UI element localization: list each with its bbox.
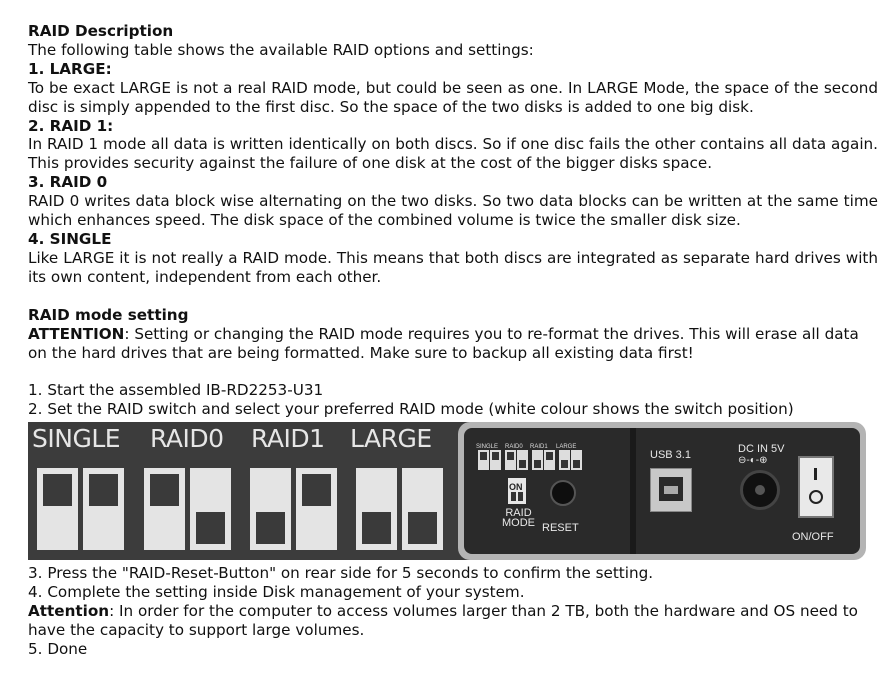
mini-label-raid0: RAID0 — [505, 444, 523, 451]
mode-raid0-title: 3. RAID 0 — [28, 173, 108, 192]
mode-large-title: 1. LARGE: — [28, 59, 112, 78]
raid-mode-switch[interactable] — [508, 478, 526, 504]
reset-button[interactable] — [550, 480, 576, 506]
raid-setting-heading: RAID mode setting — [28, 305, 189, 324]
switch-label-raid1: RAID1 — [251, 424, 325, 454]
dc-label: DC IN 5V — [738, 443, 785, 456]
mini-label-large: LARGE — [556, 444, 577, 451]
mode-raid1-text: In RAID 1 mode all data is written identically on both discs. So if one disc fails the other contains all data again. This provides security against the failure of one disk at the cost of the bigger disks space. — [28, 135, 878, 173]
figure-row — [28, 422, 878, 562]
mode-single-title: 4. SINGLE — [28, 229, 112, 248]
reset-label: RESET — [542, 522, 579, 535]
raid-switch-diagram — [28, 422, 476, 560]
mini-switch — [532, 450, 543, 470]
attention-paragraph — [28, 325, 878, 363]
power-switch[interactable] — [798, 456, 834, 518]
onoff-label: ON/OFF — [792, 531, 834, 544]
usb-port-icon — [650, 468, 692, 512]
raid-mode-label: RAID MODE — [502, 507, 535, 530]
dip-switch-raid0-2 — [190, 468, 231, 550]
mini-switch — [517, 450, 528, 470]
dip-switch-raid1-1 — [250, 468, 291, 550]
mini-switch — [544, 450, 555, 470]
switch-label-large: LARGE — [350, 424, 432, 454]
attention2-label: Attention — [28, 602, 110, 621]
mode-raid1-title: 2. RAID 1: — [28, 116, 114, 135]
mini-switch — [571, 450, 582, 470]
attention-text: : Setting or changing the RAID mode requires you to re-format the drives. This will erase all data on the hard drives that are being formatted. Make sure to backup all existing data first! — [28, 324, 859, 362]
dip-switch-single-1 — [37, 468, 78, 550]
intro-text: The following table shows the available RAID options and settings: — [28, 40, 534, 59]
mini-label-single: SINGLE — [476, 444, 499, 451]
step-1: 1. Start the assembled IB-RD2253-U31 — [28, 381, 324, 400]
step-4: 4. Complete the setting inside Disk management of your system. — [28, 583, 525, 602]
dc-polarity-icon: ⊖-◐-⊕ — [738, 455, 768, 467]
raid-description-heading: RAID Description — [28, 22, 174, 40]
dc-jack-icon — [740, 470, 780, 510]
mini-switch — [490, 450, 501, 470]
mode-raid0-text: RAID 0 writes data block wise alternating on the two disks. So two data blocks can be written at the same time which enhances speed. The disk space of the combined volume is twice the smaller disk size. — [28, 192, 878, 230]
dip-switch-raid1-2 — [296, 468, 337, 550]
dip-switch-single-2 — [83, 468, 124, 550]
attention2-text: : In order for the computer to access volumes larger than 2 TB, both the hardware and OS need to have the capacity to support large volumes. — [28, 602, 858, 639]
mini-label-raid1: RAID1 — [530, 444, 548, 451]
attention2-paragraph — [28, 602, 878, 640]
switch-label-raid0: RAID0 — [150, 424, 224, 454]
document-body — [28, 22, 878, 659]
dip-switch-large-2 — [402, 468, 443, 550]
mini-switch — [559, 450, 570, 470]
rear-panel-image — [458, 422, 866, 560]
switch-label-single: SINGLE — [32, 424, 121, 454]
attention-label: ATTENTION — [28, 324, 125, 343]
dip-switch-large-1 — [356, 468, 397, 550]
mini-switch — [505, 450, 516, 470]
step-5: 5. Done — [28, 639, 88, 658]
usb-label: USB 3.1 — [650, 449, 691, 462]
step-2: 2. Set the RAID switch and select your preferred RAID mode (white colour shows the switch position) — [28, 400, 794, 419]
mode-large-text: To be exact LARGE is not a real RAID mode, but could be seen as one. In LARGE Mode, the space of the second disc is simply appended to the first disc. So the space of the two disks is added to one big disk. — [28, 78, 878, 116]
mode-single-text: Like LARGE it is not really a RAID mode. This means that both discs are integrated as separate hard drives with its own content, independent from each other. — [28, 248, 878, 286]
dip-switch-raid0-1 — [144, 468, 185, 550]
on-label: ON — [509, 482, 523, 493]
step-3: 3. Press the "RAID-Reset-Button" on rear side for 5 seconds to confirm the setting. — [28, 564, 654, 583]
mini-switch — [478, 450, 489, 470]
